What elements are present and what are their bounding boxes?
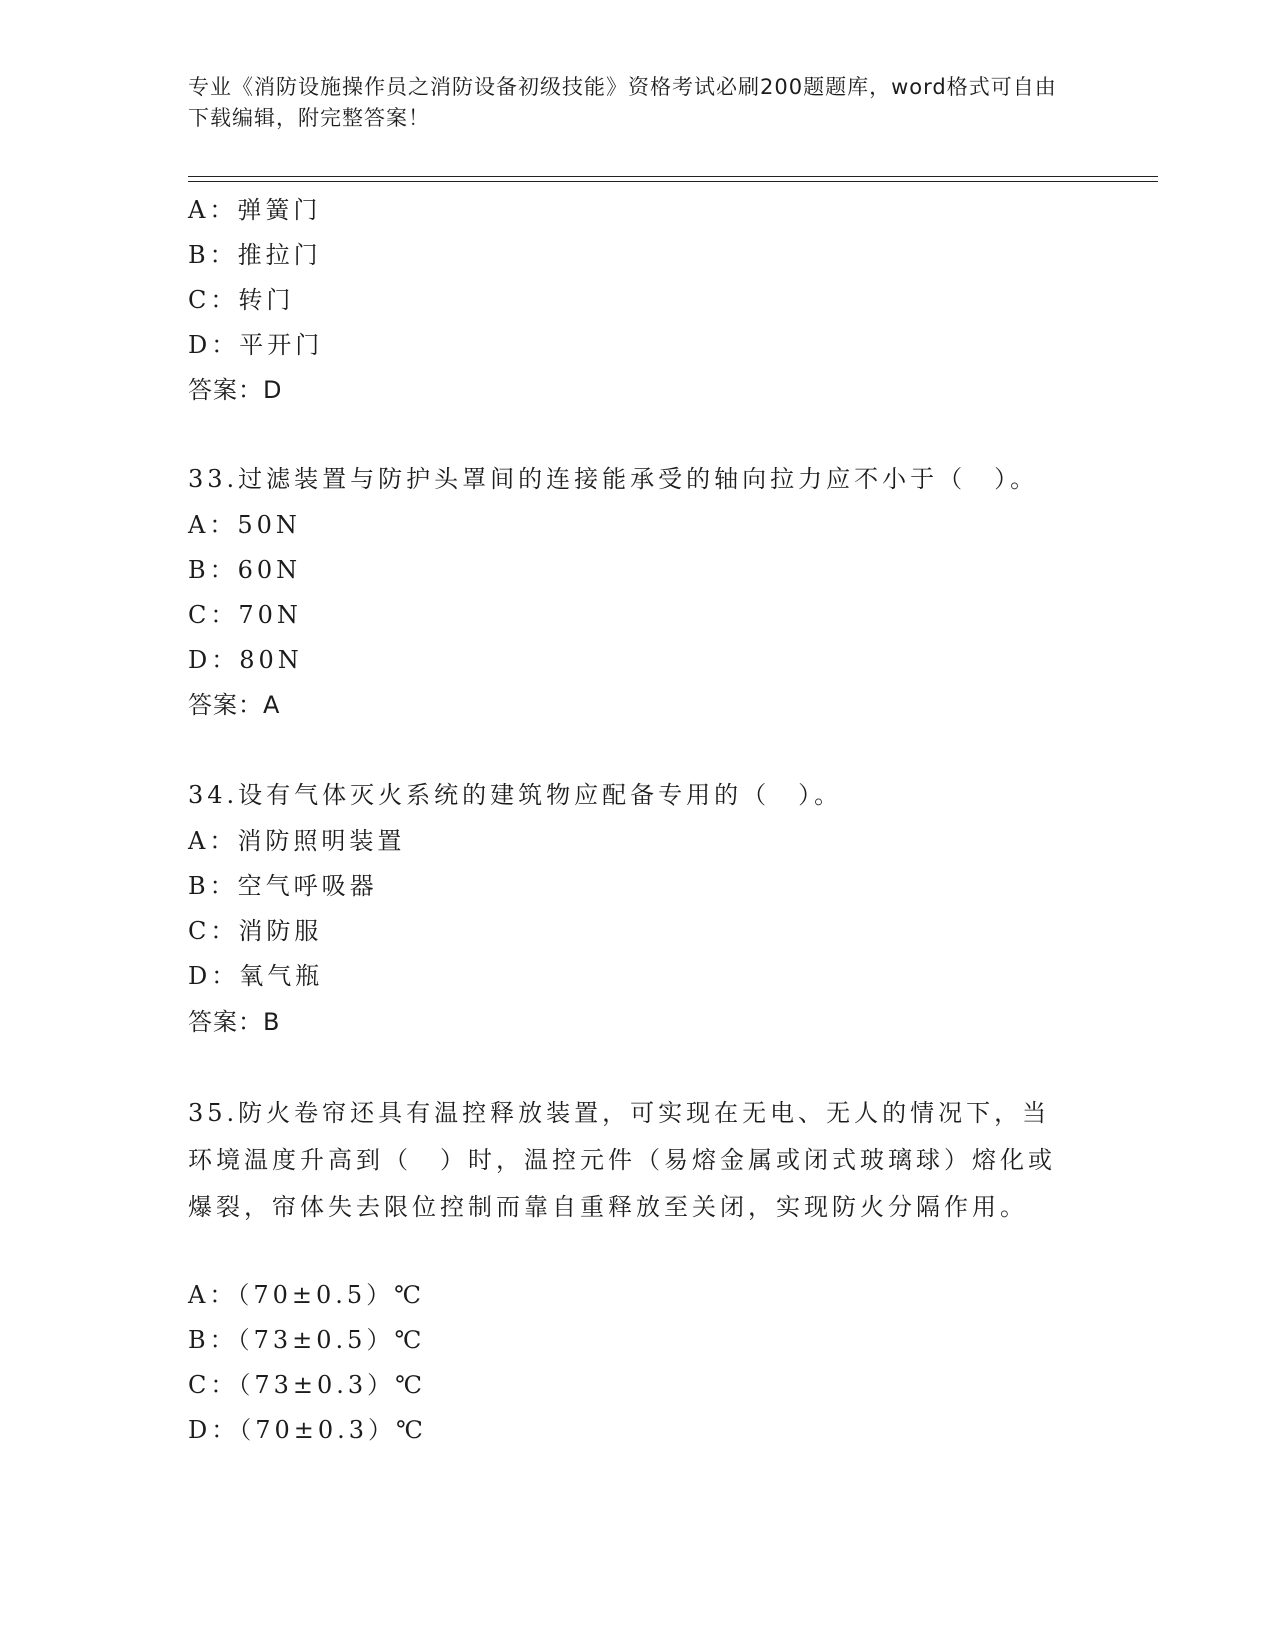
- prev-option-a: A：弹簧门: [188, 196, 322, 224]
- prev-option-d: D：平开门: [188, 331, 324, 359]
- header-divider-top: [188, 176, 1158, 177]
- prev-option-c: C：转门: [188, 286, 295, 314]
- question-34-text: 34.设有气体灭火系统的建筑物应配备专用的（ ）。: [188, 781, 843, 809]
- question-35-text: 35.防火卷帘还具有温控释放装置，可实现在无电、无人的情况下，当环境温度升高到（ ）时，温控元件（易熔金属或闭式玻璃球）熔化或爆裂，帘体失去限位控制而靠自重释放至关闭，实现防火分隔作用。: [188, 1099, 1056, 1221]
- q33-option-b: B：60N: [188, 556, 302, 584]
- prev-answer: 答案：D: [188, 376, 283, 404]
- q33-option-a: A：50N: [188, 511, 301, 539]
- q34-option-d: D：氧气瓶: [188, 962, 324, 990]
- question-33-text: 33.过滤装置与防护头罩间的连接能承受的轴向拉力应不小于（ ）。: [188, 465, 1039, 493]
- q34-option-b: B：空气呼吸器: [188, 872, 378, 900]
- q33-option-c: C：70N: [188, 601, 302, 629]
- q35-option-c: C：（73±0.3）℃: [188, 1371, 427, 1399]
- q35-option-b: B：（73±0.5）℃: [188, 1326, 426, 1354]
- prev-option-b: B：推拉门: [188, 241, 322, 269]
- q34-option-a: A：消防照明装置: [188, 827, 406, 855]
- q35-option-d: D：（70±0.3）℃: [188, 1416, 427, 1444]
- q34-answer: 答案：B: [188, 1008, 281, 1036]
- q34-option-c: C：消防服: [188, 917, 323, 945]
- header-divider-bottom: [188, 181, 1158, 182]
- q33-answer: 答案：A: [188, 691, 281, 719]
- q35-option-a: A：（70±0.5）℃: [188, 1281, 425, 1309]
- q33-option-d: D：80N: [188, 646, 303, 674]
- document-header: 专业《消防设施操作员之消防设备初级技能》资格考试必刷200题题库，word格式可自由下载编辑，附完整答案！: [188, 75, 1057, 130]
